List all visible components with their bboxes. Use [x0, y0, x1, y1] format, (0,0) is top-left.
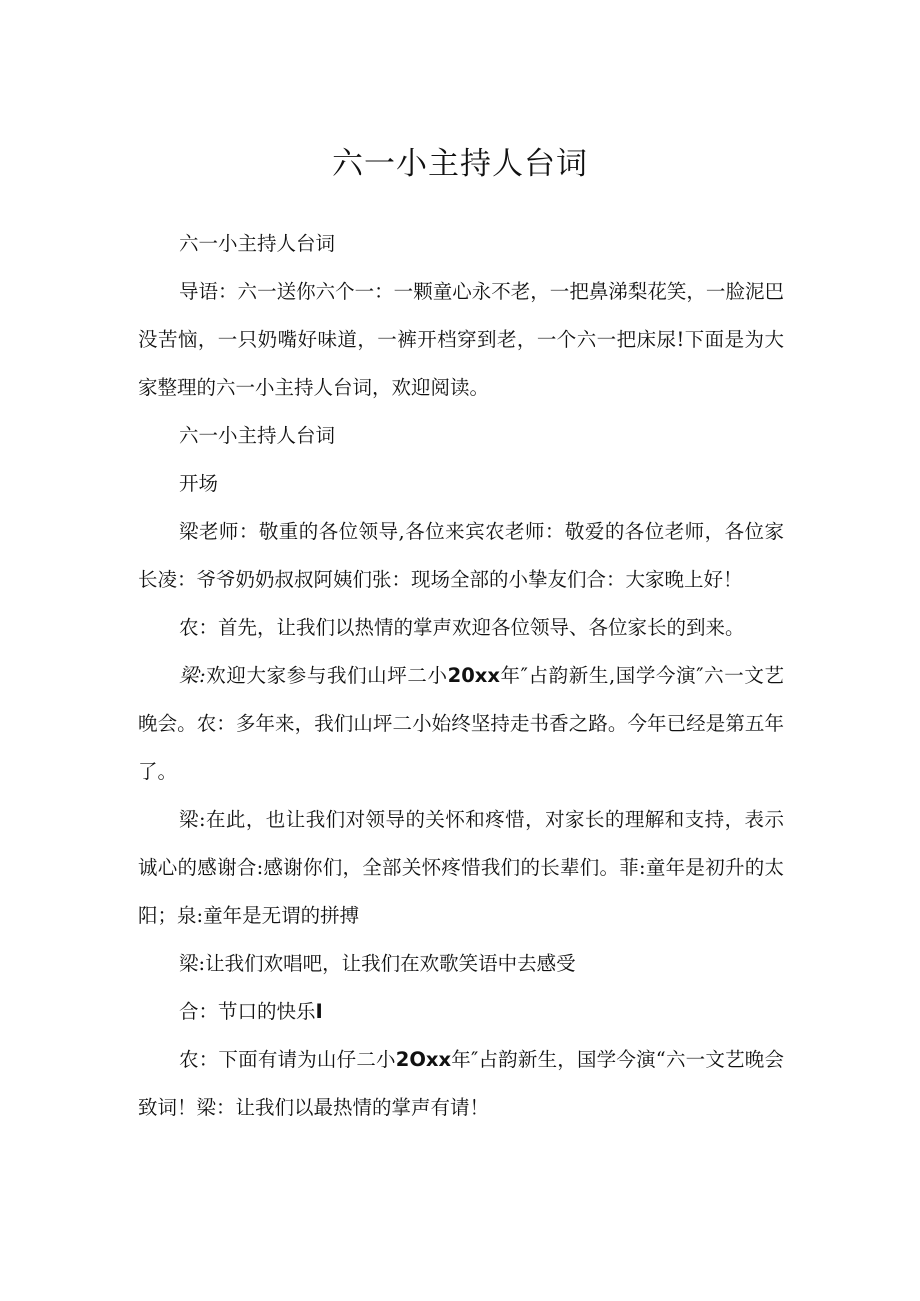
text-segment: 农：下面有请为山仔二小: [179, 1048, 396, 1071]
text-segment: 合：节口的快乐: [179, 1000, 316, 1023]
year-placeholder: 20xx: [447, 664, 500, 687]
paragraph-greeting: 梁老师：敬重的各位领导,各位来宾农老师：敬爱的各位老师，各位家长凌：爷爷奶奶叔叔阿姨们张：现场全部的小挚友们合：大家晚上好！: [138, 520, 784, 591]
speaker-label: 梁:: [179, 664, 206, 687]
paragraph-subtitle-repeat: 六一小主持人台词: [179, 424, 336, 447]
document-title: 六一小主持人台词: [332, 146, 588, 182]
text-segment: 欢迎大家参与我们山坪二小: [205, 664, 448, 687]
paragraph-together: [138, 988, 784, 1036]
paragraph-sing: 梁:让我们欢唱吧，让我们在欢歌笑语中去感受: [179, 952, 576, 975]
glyph-mark: I: [315, 1000, 323, 1023]
paragraph-invite-speech: [138, 1036, 784, 1132]
paragraph-intro: 导语：六一送你六个一：一颗童心永不老，一把鼻涕梨花笑，一脸泥巴没苦恼，一只奶嘴好味道，一裤开档穿到老，一个六一把床尿!下面是为大家整理的六一小主持人台词，欢迎阅读。: [138, 280, 784, 399]
paragraph-opening-heading: 开场: [179, 472, 219, 495]
text-segment: 年″占韵新生，国学今演“六一文艺晚会致词！梁：让我们以最热情的掌声有请！: [138, 1048, 784, 1119]
paragraph-thanks: 梁:在此，也让我们对领导的关怀和疼惜，对家长的理解和支持，表示诚心的感谢合:感谢你们，全部关怀疼惜我们的长辈们。菲:童年是初升的太阳；泉:童年是无谓的拼搏: [138, 808, 784, 927]
text-segment: 年″占韵新生,国学今演″六一文艺晚会。农：多年来，我们山坪二小始终坚持走书香之路。今年已经是第五年了。: [138, 664, 784, 783]
paragraph-event-intro: [138, 652, 784, 796]
year-placeholder: 2Oxx: [395, 1048, 452, 1071]
paragraph-welcome: 农：首先，让我们以热情的掌声欢迎各位领导、各位家长的到来。: [179, 616, 745, 639]
paragraph-subtitle: 六一小主持人台词: [179, 232, 336, 255]
document-body: [138, 220, 784, 1132]
